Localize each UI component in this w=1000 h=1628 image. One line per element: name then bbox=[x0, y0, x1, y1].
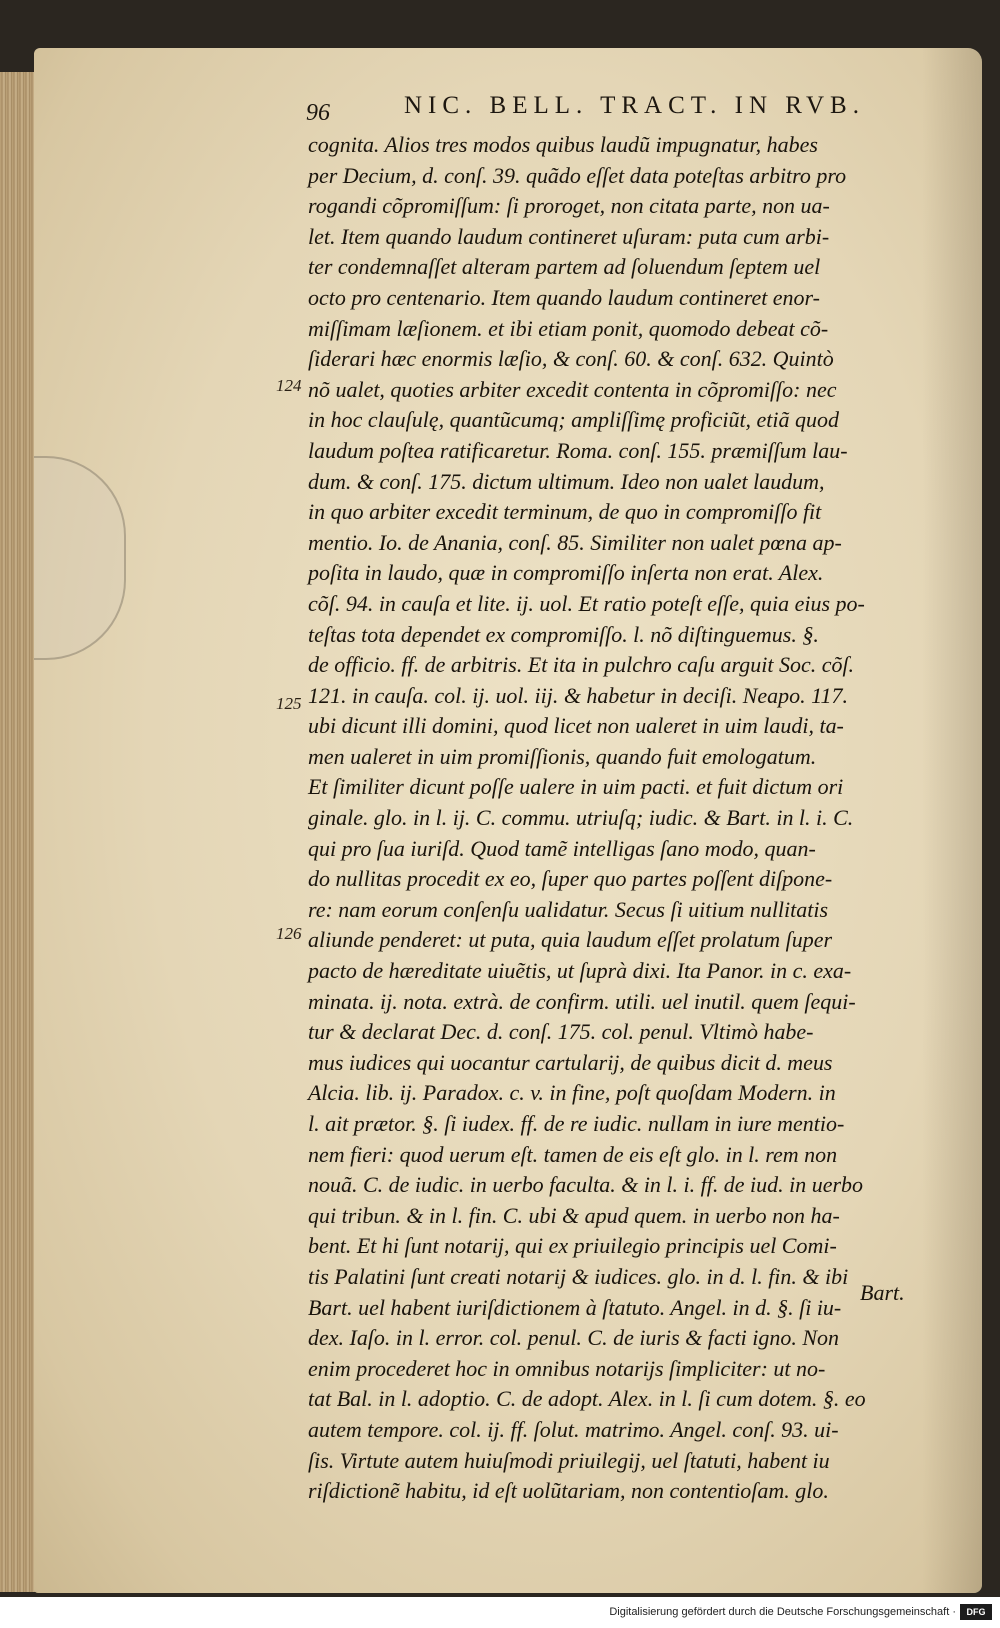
text-line: Alcia. lib. ij. Paradox. c. v. in fine, poſt quoſdam Modern. in bbox=[308, 1080, 836, 1106]
text-line: poſita in laudo, quæ in compromiſſo inſerta non erat. Alex. bbox=[308, 560, 824, 586]
body-text bbox=[308, 130, 918, 1507]
text-line: pacto de hæreditate uiuẽtis, ut ſuprà dixi. Ita Panor. in c. exa- bbox=[308, 958, 852, 984]
text-line: qui pro ſua iuriſd. Quod tamẽ intelligas ſano modo, quan- bbox=[308, 835, 816, 861]
text-line: cognita. Alios tres modos quibus laudũ impugnatur, habes bbox=[308, 132, 818, 157]
text-line: laudum poſtea ratificaretur. Roma. conſ. 155. præmiſſum lau- bbox=[308, 437, 848, 463]
text-line: mus iudices qui uocantur cartularij, de quibus dicit d. meus bbox=[308, 1049, 833, 1075]
text-line: dum. & conſ. 175. dictum ultimum. Ideo non ualet laudum, bbox=[308, 468, 825, 494]
text-line: do nullitas procedit ex eo, ſuper quo partes poſſent diſpone- bbox=[308, 866, 833, 892]
text-line: in quo arbiter excedit terminum, de quo in compromiſſo fit bbox=[308, 499, 822, 525]
text-line: cõſ. 94. in cauſa et lite. ij. uol. Et ratio poteſt eſſe, quia eius po- bbox=[308, 590, 865, 616]
text-line: tur & declarat Dec. d. conſ. 175. col. penul. Vltimò habe- bbox=[308, 1019, 814, 1045]
text-line: enim procederet hoc in omnibus notarijs ſimpliciter: ut no- bbox=[308, 1355, 826, 1381]
text-line: 121. in cauſa. col. ij. uol. iij. & habetur in deciſi. Neapo. 117. bbox=[308, 682, 848, 708]
text-line: minata. ij. nota. extrà. de confirm. utili. uel inutil. quem ſequi- bbox=[308, 988, 856, 1014]
paper-tab-shadow bbox=[34, 456, 126, 660]
text-line: ubi dicunt illi domini, quod licet non ualeret in uim laudi, ta- bbox=[308, 713, 844, 739]
page-number: 96 bbox=[306, 100, 330, 126]
footer-bar bbox=[0, 1597, 1000, 1628]
text-line: octo pro centenario. Item quando laudum contineret enor- bbox=[308, 284, 820, 310]
text-line: nõ ualet, quoties arbiter excedit contenta in cõpromiſſo: nec bbox=[308, 376, 837, 402]
text-line: aliunde penderet: ut puta, quia laudum eſſet prolatum ſuper bbox=[308, 927, 833, 953]
text-line: nem fieri: quod uerum eſt. tamen de eis eſt glo. in l. rem non bbox=[308, 1141, 838, 1167]
margin-number: 124 bbox=[276, 376, 302, 395]
text-line: nouã. C. de iudic. in uerbo faculta. & in l. i. ff. de iud. in uerbo bbox=[308, 1172, 864, 1198]
text-line: ſiderari hæc enormis læſio, & conſ. 60. & conſ. 632. Quintò bbox=[308, 346, 834, 372]
text-line: autem tempore. col. ij. ff. ſolut. matrimo. Angel. conſ. 93. ui- bbox=[308, 1416, 839, 1442]
text-line: in hoc clauſulę, quantũcumq; ampliſſimę proficiũt, etiã quod bbox=[308, 407, 839, 433]
text-line: Et ſimiliter dicunt poſſe ualere in uim pacti. et fuit dictum ori bbox=[308, 774, 844, 800]
dfg-logo: DFG bbox=[960, 1604, 992, 1620]
text-line: teſtas tota dependet ex compromiſſo. l. nõ diſtinguemus. §. bbox=[308, 621, 819, 647]
margin-number: 125 bbox=[276, 694, 302, 713]
text-line: tis Palatini ſunt creati notarij & iudices. glo. in d. l. fin. & ibi bbox=[308, 1263, 849, 1289]
text-line: mentio. Io. de Anania, conſ. 85. Similiter non ualet pœna ap- bbox=[308, 529, 842, 555]
text-line: riſdictionẽ habitu, id eſt uolũtariam, non contentioſam. glo. bbox=[308, 1478, 829, 1504]
page-gutter-shade bbox=[922, 48, 982, 1593]
text-line: tat Bal. in l. adoptio. C. de adopt. Alex. in l. ſi cum dotem. §. eo bbox=[308, 1386, 866, 1412]
text-line: ginale. glo. in l. ij. C. commu. utriuſq; iudic. & Bart. in l. i. C. bbox=[308, 805, 854, 831]
text-line: Bart. uel habent iuriſdictionem à ſtatuto. Angel. in d. §. ſi iu- bbox=[308, 1294, 842, 1320]
catchword: Bart. bbox=[860, 1280, 905, 1305]
text-line: re: nam eorum conſenſu ualidatur. Secus ſi uitium nullitatis bbox=[308, 896, 829, 922]
text-line: dex. Iaſo. in l. error. col. penul. C. de iuris & facti igno. Non bbox=[308, 1325, 840, 1351]
running-title: NIC. BELL. TRACT. IN RVB. bbox=[404, 92, 865, 119]
digitization-credit: Digitalisierung gefördert durch die Deutsche Forschungsgemeinschaft · bbox=[609, 1606, 956, 1618]
text-line: rogandi cõpromiſſum: ſi proroget, non citata parte, non ua- bbox=[308, 193, 830, 219]
text-line: de officio. ff. de arbitris. Et ita in pulchro caſu arguit Soc. cõſ. bbox=[308, 652, 855, 678]
text-line: men ualeret in uim promiſſionis, quando fuit emologatum. bbox=[308, 743, 817, 769]
text-line: ter condemnaſſet alteram partem ad ſoluendum ſeptem uel bbox=[308, 254, 821, 280]
text-line: per Decium, d. conſ. 39. quãdo eſſet data poteſtas arbitro pro bbox=[308, 162, 847, 188]
text-line: miſſimam læſionem. et ibi etiam ponit, quomodo debeat cõ- bbox=[308, 315, 829, 341]
margin-number: 126 bbox=[276, 924, 302, 943]
text-line: let. Item quando laudum contineret uſuram: puta cum arbi- bbox=[308, 223, 830, 249]
text-line: qui tribun. & in l. fin. C. ubi & apud quem. in uerbo non ha- bbox=[308, 1202, 840, 1228]
text-line: ſis. Virtute autem huiuſmodi priuilegij, uel ſtatuti, habent iu bbox=[308, 1447, 830, 1473]
text-line: bent. Et hi ſunt notarij, qui ex priuilegio principis uel Comi- bbox=[308, 1233, 837, 1259]
text-line: l. ait prætor. §. ſi iudex. ff. de re iudic. nullam in iure mentio- bbox=[308, 1111, 845, 1136]
